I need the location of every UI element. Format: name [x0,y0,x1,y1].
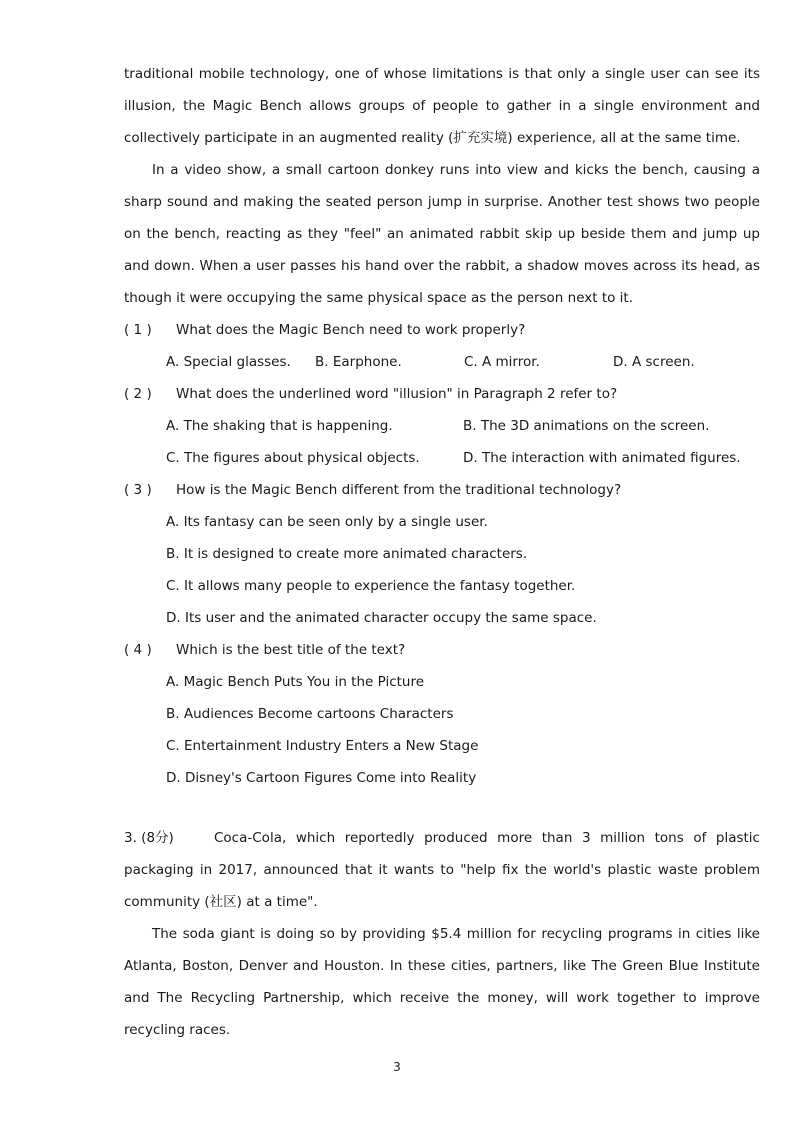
option-c: C. Entertainment Industry Enters a New Stage [166,738,479,754]
document-body [124,58,760,1046]
paragraph-line: The soda giant is doing so by providing $5.4 million for recycling programs in cities like [152,926,760,942]
option-a: A. Special glasses. [166,354,291,370]
paragraph-line: though it were occupying the same physical space as the person next to it. [124,290,634,306]
section-spacer [124,794,760,822]
paragraph-line: packaging in 2017, announced that it wants to "help fix the world's plastic waste problem [124,862,760,878]
option-b: B. It is designed to create more animated characters. [166,546,528,562]
option-c: C. The figures about physical objects. [166,450,420,466]
options-row [124,410,760,442]
option-a: A. Its fantasy can be seen only by a single user. [166,514,488,530]
paragraph-line: illusion, the Magic Bench allows groups of people to gather in a single environment and [124,98,760,114]
paragraph-line: and down. When a user passes his hand over the rabbit, a shadow moves across its head, as [124,258,760,274]
option-d: D. Disney's Cartoon Figures Come into Reality [166,770,477,786]
option-d: D. The interaction with animated figures. [463,450,741,466]
question-text: What does the Magic Bench need to work properly? [176,322,526,338]
question-1 [124,314,760,346]
question-number: ( 2 ) [124,386,152,402]
paragraph-line: community (社区) at a time". [124,894,318,910]
option-d: D. A screen. [613,354,695,370]
section-3-first-line [124,822,760,854]
options-row [124,346,760,378]
question-3 [124,474,760,506]
section-label: 3. (8分) [124,830,174,846]
paragraph-line: Atlanta, Boston, Denver and Houston. In these cities, partners, like The Green Blue Institute [124,958,760,974]
paragraph-line: In a video show, a small cartoon donkey runs into view and kicks the bench, causing a [152,162,760,178]
question-number: ( 3 ) [124,482,152,498]
paragraph-line: and The Recycling Partnership, which receive the money, will work together to improve [124,990,760,1006]
options-row [124,442,760,474]
option-c: C. A mirror. [464,354,540,370]
question-number: ( 4 ) [124,642,152,658]
option-a: A. Magic Bench Puts You in the Picture [166,674,425,690]
question-text: Which is the best title of the text? [176,642,406,658]
option-d: D. Its user and the animated character occupy the same space. [166,610,597,626]
option-b: B. The 3D animations on the screen. [463,418,710,434]
paragraph-line: traditional mobile technology, one of whose limitations is that only a single user can see its [124,66,760,82]
question-text: What does the underlined word "illusion" in Paragraph 2 refer to? [176,386,618,402]
paragraph-line: sharp sound and making the seated person jump in surprise. Another test shows two people [124,194,760,210]
option-c: C. It allows many people to experience the fantasy together. [166,578,576,594]
paragraph-line: recycling races. [124,1022,231,1038]
question-number: ( 1 ) [124,322,152,338]
page-number: 3 [393,1060,401,1074]
question-2 [124,378,760,410]
option-b: B. Earphone. [315,354,402,370]
option-b: B. Audiences Become cartoons Characters [166,706,454,722]
paragraph-line: on the bench, reacting as they "feel" an animated rabbit skip up beside them and jump up [124,226,760,242]
paragraph-line: collectively participate in an augmented reality (扩充实境) experience, all at the same time. [124,130,741,146]
question-4 [124,634,760,666]
option-a: A. The shaking that is happening. [166,418,393,434]
question-text: How is the Magic Bench different from the traditional technology? [176,482,622,498]
paragraph-line: Coca-Cola, which reportedly produced more than 3 million tons of plastic [214,830,760,846]
